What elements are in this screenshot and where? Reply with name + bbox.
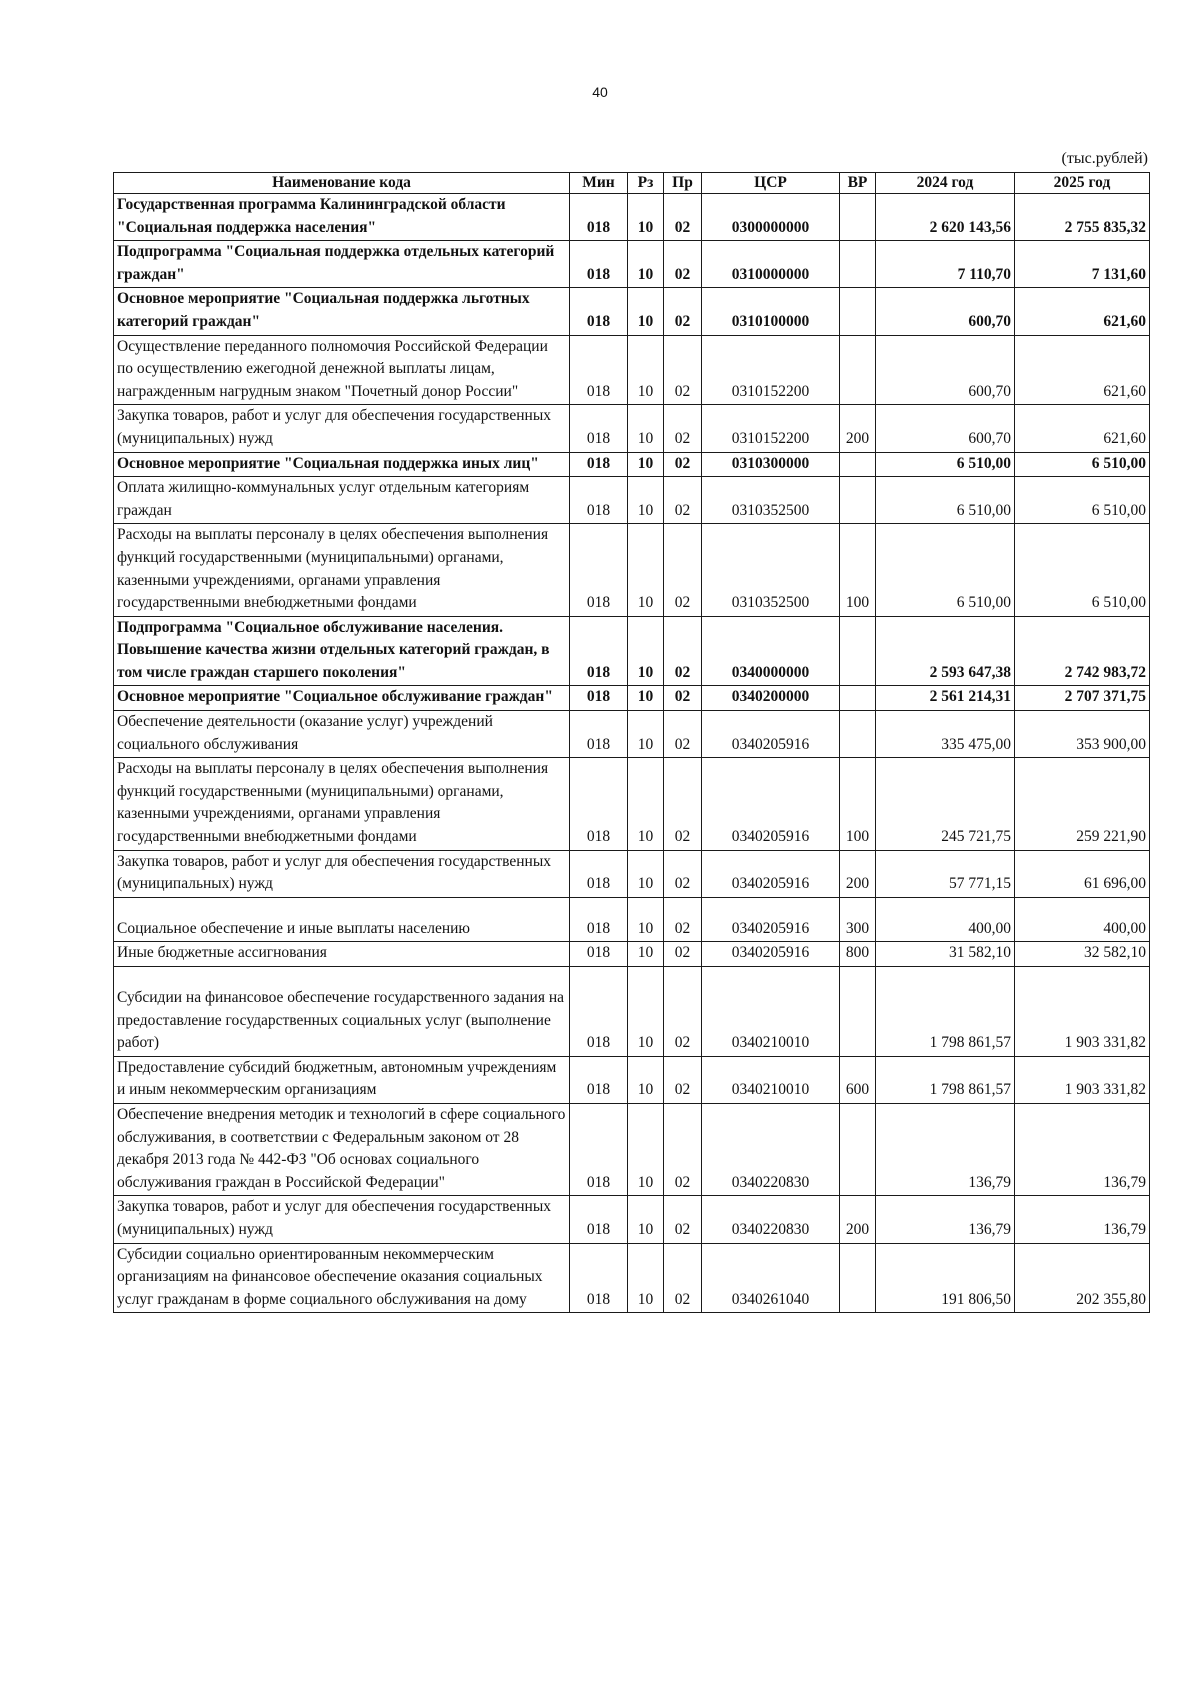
cell-csr: 0340205916 [702, 711, 840, 758]
cell-name: Расходы на выплаты персоналу в целях обеспечения выполнения функций государственными (муниципальными) органами, казенными учреждениями, органами управления государственными внебюджетными фондами [114, 524, 570, 616]
cell-vr [840, 686, 876, 711]
cell-pr: 02 [664, 1056, 702, 1103]
col-header-name: Наименование кода [114, 173, 570, 194]
table-row [114, 942, 1150, 967]
cell-vr [840, 616, 876, 686]
cell-rz: 10 [628, 758, 664, 850]
cell-vr: 800 [840, 942, 876, 967]
units-label: (тыс.рублей) [1061, 150, 1148, 167]
cell-vr: 100 [840, 524, 876, 616]
cell-pr: 02 [664, 758, 702, 850]
cell-2025: 353 900,00 [1015, 711, 1150, 758]
cell-2024: 2 620 143,56 [876, 194, 1015, 241]
cell-2024: 7 110,70 [876, 241, 1015, 288]
cell-2024: 600,70 [876, 405, 1015, 452]
col-header-csr: ЦСР [702, 173, 840, 194]
cell-2025: 6 510,00 [1015, 477, 1150, 524]
cell-pr: 02 [664, 850, 702, 897]
table-row [114, 288, 1150, 335]
table-row [114, 897, 1150, 942]
cell-min: 018 [570, 897, 628, 942]
cell-csr: 0310352500 [702, 477, 840, 524]
cell-csr: 0310000000 [702, 241, 840, 288]
cell-pr: 02 [664, 1243, 702, 1313]
cell-min: 018 [570, 616, 628, 686]
cell-min: 018 [570, 686, 628, 711]
cell-2025: 1 903 331,82 [1015, 967, 1150, 1057]
cell-2025: 2 707 371,75 [1015, 686, 1150, 711]
table-body [114, 194, 1150, 1313]
cell-name: Подпрограмма "Социальное обслуживание населения. Повышение качества жизни отдельных категорий граждан, в том числе граждан старшего поколения" [114, 616, 570, 686]
table-row [114, 1243, 1150, 1313]
cell-name: Расходы на выплаты персоналу в целях обеспечения выполнения функций государственными (муниципальными) органами, казенными учреждениями, органами управления государственными внебюджетными фондами [114, 758, 570, 850]
cell-2024: 31 582,10 [876, 942, 1015, 967]
cell-rz: 10 [628, 241, 664, 288]
cell-pr: 02 [664, 897, 702, 942]
cell-2024: 57 771,15 [876, 850, 1015, 897]
cell-2025: 621,60 [1015, 405, 1150, 452]
cell-csr: 0340205916 [702, 897, 840, 942]
cell-2025: 6 510,00 [1015, 524, 1150, 616]
cell-rz: 10 [628, 1243, 664, 1313]
cell-2025: 7 131,60 [1015, 241, 1150, 288]
cell-min: 018 [570, 1196, 628, 1243]
cell-vr [840, 1103, 876, 1195]
cell-name: Иные бюджетные ассигнования [114, 942, 570, 967]
cell-2025: 202 355,80 [1015, 1243, 1150, 1313]
cell-vr [840, 452, 876, 477]
cell-name: Обеспечение деятельности (оказание услуг) учреждений социального обслуживания [114, 711, 570, 758]
cell-rz: 10 [628, 711, 664, 758]
header-row [114, 173, 1150, 194]
col-header-pr: Пр [664, 173, 702, 194]
cell-rz: 10 [628, 335, 664, 405]
cell-name: Подпрограмма "Социальная поддержка отдельных категорий граждан" [114, 241, 570, 288]
cell-min: 018 [570, 967, 628, 1057]
cell-min: 018 [570, 477, 628, 524]
cell-2024: 335 475,00 [876, 711, 1015, 758]
cell-min: 018 [570, 758, 628, 850]
cell-2024: 1 798 861,57 [876, 1056, 1015, 1103]
cell-name: Основное мероприятие "Социальное обслуживание граждан" [114, 686, 570, 711]
cell-rz: 10 [628, 194, 664, 241]
table-row [114, 967, 1150, 1057]
cell-2025: 32 582,10 [1015, 942, 1150, 967]
cell-2024: 6 510,00 [876, 524, 1015, 616]
table-row [114, 194, 1150, 241]
cell-min: 018 [570, 405, 628, 452]
cell-2025: 61 696,00 [1015, 850, 1150, 897]
cell-min: 018 [570, 1243, 628, 1313]
cell-min: 018 [570, 711, 628, 758]
cell-name: Закупка товаров, работ и услуг для обеспечения государственных (муниципальных) нужд [114, 405, 570, 452]
cell-csr: 0340220830 [702, 1196, 840, 1243]
cell-2025: 2 742 983,72 [1015, 616, 1150, 686]
cell-2025: 621,60 [1015, 288, 1150, 335]
cell-rz: 10 [628, 686, 664, 711]
table-row [114, 850, 1150, 897]
col-header-min: Мин [570, 173, 628, 194]
cell-2025: 136,79 [1015, 1196, 1150, 1243]
cell-2025: 136,79 [1015, 1103, 1150, 1195]
cell-pr: 02 [664, 194, 702, 241]
page-number: 40 [592, 84, 608, 100]
cell-vr: 600 [840, 1056, 876, 1103]
cell-min: 018 [570, 1103, 628, 1195]
cell-vr [840, 241, 876, 288]
cell-csr: 0310152200 [702, 405, 840, 452]
cell-rz: 10 [628, 942, 664, 967]
cell-rz: 10 [628, 616, 664, 686]
cell-name: Обеспечение внедрения методик и технологий в сфере социального обслуживания, в соответствии с Федеральным законом от 28 декабря 2013 года № 442-ФЗ "Об основах социального обслуживания граждан в Российской Федерации" [114, 1103, 570, 1195]
cell-2025: 6 510,00 [1015, 452, 1150, 477]
col-header-2024: 2024 год [876, 173, 1015, 194]
table-row [114, 1196, 1150, 1243]
cell-csr: 0340220830 [702, 1103, 840, 1195]
cell-vr [840, 288, 876, 335]
cell-min: 018 [570, 942, 628, 967]
cell-name: Субсидии социально ориентированным некоммерческим организациям на финансовое обеспечение оказания социальных услуг гражданам в форме социального обслуживания на дому [114, 1243, 570, 1313]
cell-csr: 0340000000 [702, 616, 840, 686]
cell-2024: 400,00 [876, 897, 1015, 942]
cell-vr: 300 [840, 897, 876, 942]
cell-rz: 10 [628, 850, 664, 897]
cell-name: Предоставление субсидий бюджетным, автономным учреждениям и иным некоммерческим организациям [114, 1056, 570, 1103]
table-row [114, 524, 1150, 616]
cell-name: Социальное обеспечение и иные выплаты населению [114, 897, 570, 942]
cell-name: Осуществление переданного полномочия Российской Федерации по осуществлению ежегодной денежной выплаты лицам, награжденным нагрудным знаком "Почетный донор России" [114, 335, 570, 405]
cell-pr: 02 [664, 711, 702, 758]
cell-2024: 245 721,75 [876, 758, 1015, 850]
cell-pr: 02 [664, 241, 702, 288]
cell-csr: 0340210010 [702, 1056, 840, 1103]
cell-name: Субсидии на финансовое обеспечение государственного задания на предоставление государственных социальных услуг (выполнение работ) [114, 967, 570, 1057]
cell-2024: 6 510,00 [876, 477, 1015, 524]
cell-min: 018 [570, 1056, 628, 1103]
cell-min: 018 [570, 524, 628, 616]
cell-vr [840, 711, 876, 758]
table-row [114, 711, 1150, 758]
cell-rz: 10 [628, 524, 664, 616]
cell-rz: 10 [628, 967, 664, 1057]
cell-pr: 02 [664, 524, 702, 616]
cell-csr: 0310152200 [702, 335, 840, 405]
cell-2024: 600,70 [876, 288, 1015, 335]
cell-pr: 02 [664, 405, 702, 452]
cell-name: Основное мероприятие "Социальная поддержка льготных категорий граждан" [114, 288, 570, 335]
cell-csr: 0340205916 [702, 850, 840, 897]
col-header-rz: Рз [628, 173, 664, 194]
table-row [114, 452, 1150, 477]
cell-csr: 0340261040 [702, 1243, 840, 1313]
cell-vr: 200 [840, 850, 876, 897]
col-header-2025: 2025 год [1015, 173, 1150, 194]
cell-pr: 02 [664, 335, 702, 405]
cell-2024: 6 510,00 [876, 452, 1015, 477]
cell-rz: 10 [628, 477, 664, 524]
cell-pr: 02 [664, 616, 702, 686]
cell-min: 018 [570, 288, 628, 335]
cell-pr: 02 [664, 942, 702, 967]
cell-rz: 10 [628, 452, 664, 477]
cell-vr [840, 477, 876, 524]
cell-name: Государственная программа Калининградской области "Социальная поддержка населения" [114, 194, 570, 241]
cell-2024: 600,70 [876, 335, 1015, 405]
cell-name: Оплата жилищно-коммунальных услуг отдельным категориям граждан [114, 477, 570, 524]
cell-rz: 10 [628, 405, 664, 452]
budget-table [113, 172, 1150, 1313]
table-row [114, 405, 1150, 452]
cell-2024: 2 593 647,38 [876, 616, 1015, 686]
cell-2024: 136,79 [876, 1196, 1015, 1243]
cell-rz: 10 [628, 1196, 664, 1243]
cell-2025: 259 221,90 [1015, 758, 1150, 850]
cell-pr: 02 [664, 1103, 702, 1195]
table-row [114, 1056, 1150, 1103]
col-header-vr: ВР [840, 173, 876, 194]
cell-rz: 10 [628, 1056, 664, 1103]
cell-2024: 2 561 214,31 [876, 686, 1015, 711]
table-row [114, 241, 1150, 288]
cell-vr: 200 [840, 1196, 876, 1243]
table-row [114, 616, 1150, 686]
cell-vr: 200 [840, 405, 876, 452]
cell-2024: 1 798 861,57 [876, 967, 1015, 1057]
cell-2025: 400,00 [1015, 897, 1150, 942]
cell-pr: 02 [664, 967, 702, 1057]
cell-vr [840, 335, 876, 405]
cell-name: Основное мероприятие "Социальная поддержка иных лиц" [114, 452, 570, 477]
table-row [114, 1103, 1150, 1195]
cell-csr: 0340200000 [702, 686, 840, 711]
cell-min: 018 [570, 194, 628, 241]
cell-min: 018 [570, 241, 628, 288]
table-row [114, 477, 1150, 524]
cell-min: 018 [570, 335, 628, 405]
cell-csr: 0310352500 [702, 524, 840, 616]
cell-pr: 02 [664, 686, 702, 711]
table-row [114, 758, 1150, 850]
cell-vr [840, 967, 876, 1057]
cell-pr: 02 [664, 452, 702, 477]
cell-vr: 100 [840, 758, 876, 850]
cell-vr [840, 194, 876, 241]
cell-2025: 621,60 [1015, 335, 1150, 405]
cell-rz: 10 [628, 1103, 664, 1195]
cell-min: 018 [570, 452, 628, 477]
cell-2024: 191 806,50 [876, 1243, 1015, 1313]
cell-csr: 0340210010 [702, 967, 840, 1057]
cell-csr: 0340205916 [702, 942, 840, 967]
cell-csr: 0310100000 [702, 288, 840, 335]
cell-rz: 10 [628, 897, 664, 942]
cell-rz: 10 [628, 288, 664, 335]
cell-pr: 02 [664, 288, 702, 335]
cell-pr: 02 [664, 477, 702, 524]
cell-2025: 2 755 835,32 [1015, 194, 1150, 241]
cell-vr [840, 1243, 876, 1313]
cell-2024: 136,79 [876, 1103, 1015, 1195]
cell-min: 018 [570, 850, 628, 897]
cell-name: Закупка товаров, работ и услуг для обеспечения государственных (муниципальных) нужд [114, 1196, 570, 1243]
cell-csr: 0300000000 [702, 194, 840, 241]
cell-2025: 1 903 331,82 [1015, 1056, 1150, 1103]
table-row [114, 335, 1150, 405]
cell-csr: 0340205916 [702, 758, 840, 850]
cell-csr: 0310300000 [702, 452, 840, 477]
table-row [114, 686, 1150, 711]
cell-name: Закупка товаров, работ и услуг для обеспечения государственных (муниципальных) нужд [114, 850, 570, 897]
cell-pr: 02 [664, 1196, 702, 1243]
